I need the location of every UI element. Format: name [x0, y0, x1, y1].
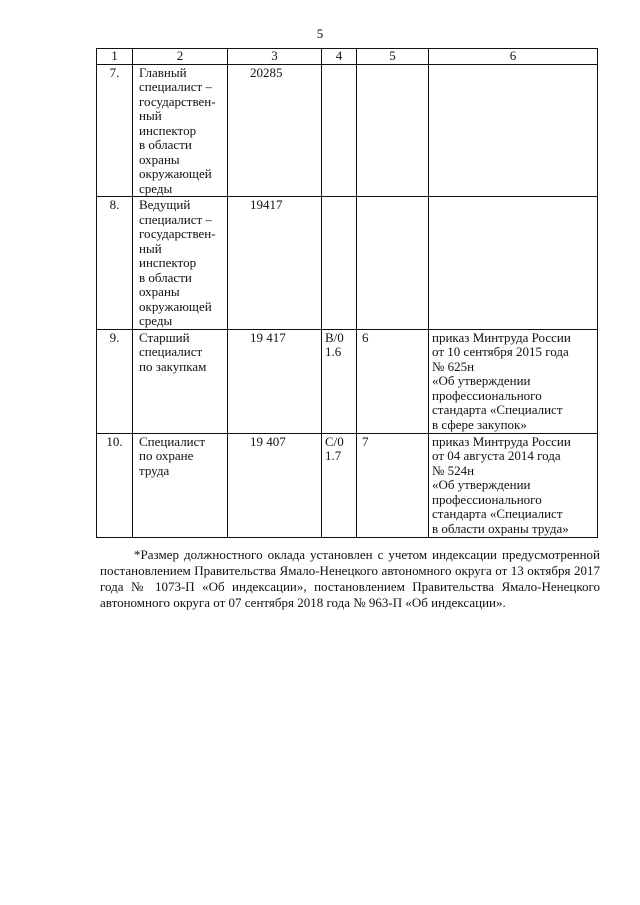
staff-table: [96, 48, 598, 538]
position-title: Специалист по охране труда: [133, 433, 228, 537]
qualification-level: 6: [357, 329, 429, 433]
row-number: 10.: [97, 433, 133, 537]
table-row: [97, 64, 598, 197]
standard-document: [429, 197, 598, 330]
position-title: Ведущий специалист – государствен- ный инспектор в области охраны окружающей среды: [133, 197, 228, 330]
row-number: 7.: [97, 64, 133, 197]
row-number: 8.: [97, 197, 133, 330]
column-header: 2: [133, 49, 228, 65]
table-row: [97, 197, 598, 330]
standard-document: приказ Минтруда России от 10 сентября 2015 года № 625н «Об утверждении профессионального стандарта «Специалист в сфере закупок»: [429, 329, 598, 433]
qualification-level: 7: [357, 433, 429, 537]
function-code: [322, 64, 357, 197]
salary-value: 19417: [228, 197, 322, 330]
function-code: [322, 197, 357, 330]
column-header: 3: [228, 49, 322, 65]
standard-document: приказ Минтруда России от 04 августа 2014 года № 524н «Об утверждении профессионального стандарта «Специалист в области охраны труда»: [429, 433, 598, 537]
column-header: 5: [357, 49, 429, 65]
qualification-level: [357, 197, 429, 330]
position-title: Главный специалист – государствен- ный инспектор в области охраны окружающей среды: [133, 64, 228, 197]
column-header: 1: [97, 49, 133, 65]
salary-value: 20285: [228, 64, 322, 197]
footnote: *Размер должностного оклада установлен с учетом индексации предусмотренной постановлением Правительства Ямало-Ненецкого автономного округа от 13 октября 2017 года № 1073-П «Об индексации», постановлением Правительства Ямало-Ненецкого автономного округа от 07 сентября 2018 года № 963-П «Об индексации».: [100, 547, 600, 610]
column-header: 6: [429, 49, 598, 65]
salary-value: 19 407: [228, 433, 322, 537]
page-number: 5: [316, 26, 324, 41]
standard-document: [429, 64, 598, 197]
salary-value: 19 417: [228, 329, 322, 433]
position-title: Старший специалист по закупкам: [133, 329, 228, 433]
function-code: В/0 1.6: [322, 329, 357, 433]
table-row: [97, 433, 598, 537]
table-header-row: [97, 49, 598, 65]
row-number: 9.: [97, 329, 133, 433]
function-code: С/0 1.7: [322, 433, 357, 537]
column-header: 4: [322, 49, 357, 65]
table-row: [97, 329, 598, 433]
qualification-level: [357, 64, 429, 197]
